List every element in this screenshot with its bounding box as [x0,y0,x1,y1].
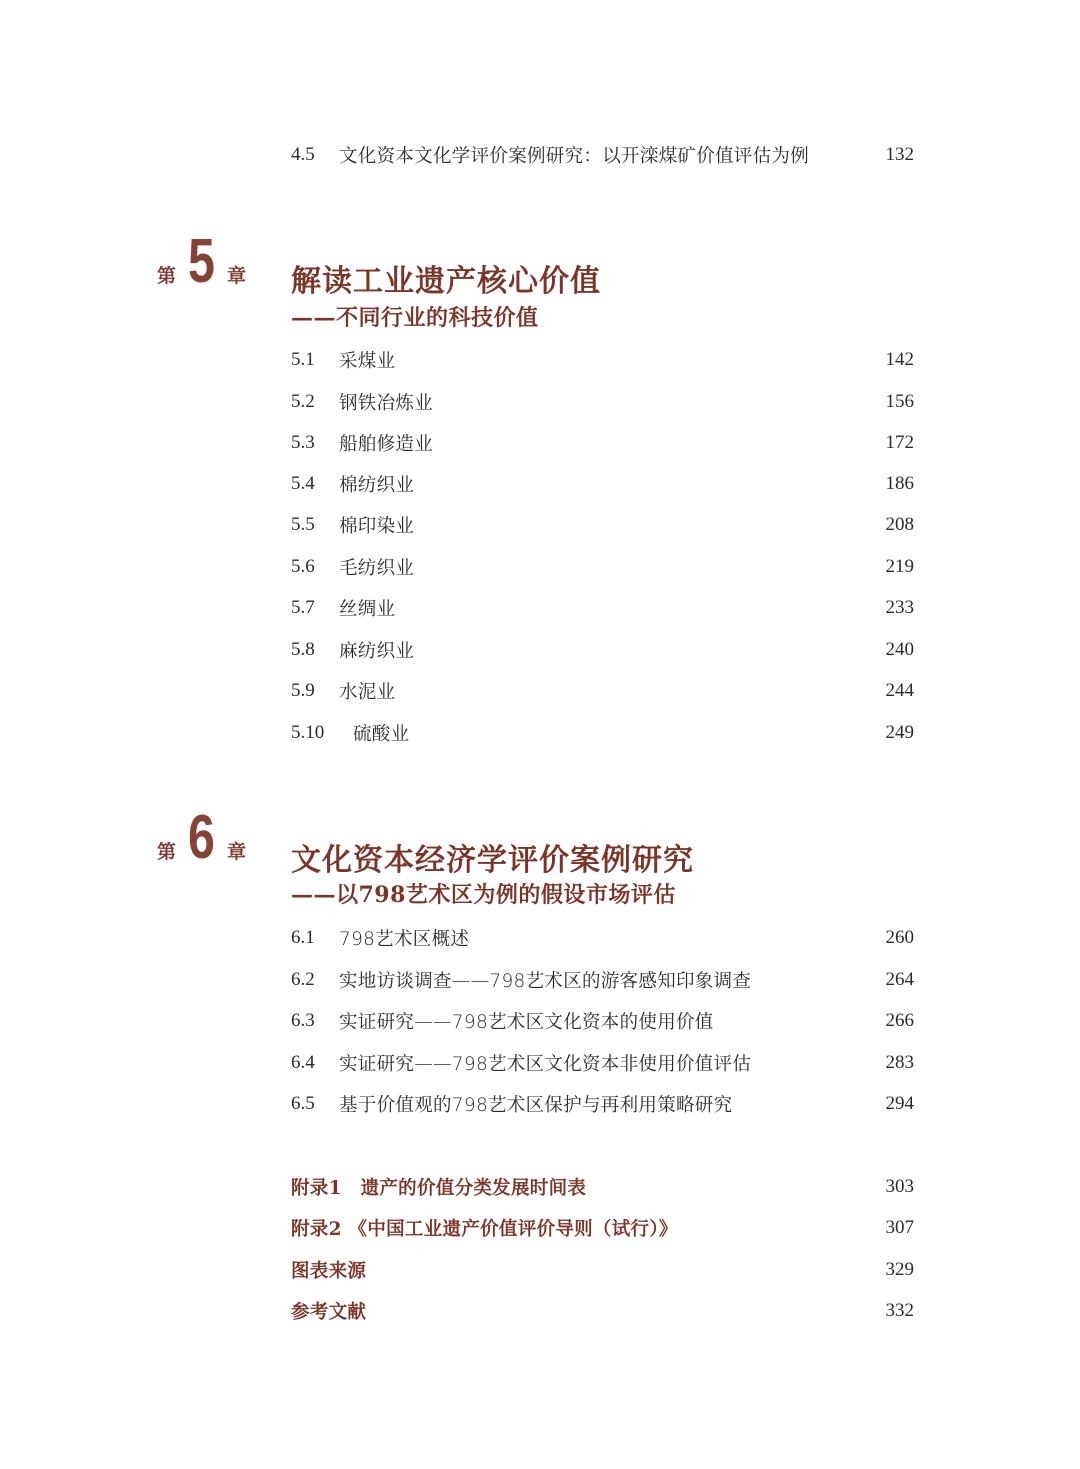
section-title: 钢铁冶炼业 [339,393,434,414]
chapter-6-subtitle: ——以798艺术区为例的假设市场评估 [291,882,676,908]
page-number: 233 [885,597,914,618]
toc-entry[interactable] [291,594,914,622]
page-number: 260 [885,927,914,948]
chapter-5-marker [155,227,250,296]
chapter-6-title[interactable]: 文化资本经济学评价案例研究 [291,843,694,878]
chapter-5-title[interactable]: 解读工业遗产核心价值 [291,264,601,299]
toc-entry-appendix-1[interactable] [291,1173,914,1201]
section-title: 文化资本文化学评价案例研究：以开滦煤矿价值评估为例 [339,146,810,167]
section-number: 6.3 [291,1010,315,1031]
toc-entry[interactable] [291,719,914,747]
section-number: 5.1 [291,349,315,370]
chapter-numeral: 5 [188,227,215,296]
chapter-5-subtitle: ——不同行业的科技价值 [291,305,539,331]
section-title: 实证研究——798艺术区文化资本的使用价值 [339,1012,714,1033]
section-title: 棉纺织业 [339,475,415,496]
toc-entry[interactable] [291,511,914,539]
appendix-title: 参考文献 [291,1302,367,1323]
page-number: 132 [885,144,914,165]
section-title: 水泥业 [339,682,396,703]
section-number: 6.2 [291,969,315,990]
toc-entry-figure-sources[interactable] [291,1256,914,1284]
page-number: 244 [885,680,914,701]
toc-entry[interactable] [291,388,914,416]
page-number: 240 [885,639,914,660]
section-number: 5.4 [291,473,315,494]
toc-entry-appendix-2[interactable] [291,1214,914,1242]
toc-entry[interactable] [291,677,914,705]
toc-entry[interactable] [291,1007,914,1035]
chapter-prefix: 第 [157,265,177,287]
appendix-title: 附录1 遗产的价值分类发展时间表 [291,1178,587,1199]
appendix-title: 图表来源 [291,1261,367,1282]
section-number: 5.5 [291,514,315,535]
page-number: 264 [885,969,914,990]
toc-entry-references[interactable] [291,1297,914,1325]
section-number: 5.2 [291,391,315,412]
section-number: 5.3 [291,432,315,453]
section-title: 实证研究——798艺术区文化资本非使用价值评估 [339,1054,752,1075]
page-number: 219 [885,556,914,577]
section-number: 5.8 [291,639,315,660]
chapter-suffix: 章 [226,265,246,287]
section-title: 麻纺织业 [339,641,415,662]
toc-entry[interactable] [291,1049,914,1077]
appendix-title: 附录2 《中国工业遗产价值评价导则（试行）》 [291,1219,678,1240]
section-number: 5.6 [291,556,315,577]
chapter-suffix: 章 [226,841,246,863]
page-number: 186 [885,473,914,494]
toc-entry[interactable] [291,553,914,581]
page-number: 249 [885,722,914,743]
page-number: 329 [885,1259,914,1280]
section-title: 船舶修造业 [339,434,434,455]
page-number: 208 [885,514,914,535]
toc-entry[interactable] [291,346,914,374]
section-title: 采煤业 [339,351,396,372]
chapter-numeral: 6 [188,803,215,872]
section-number: 6.5 [291,1093,315,1114]
toc-entry[interactable] [291,1090,914,1118]
page-number: 307 [885,1217,914,1238]
page-number: 283 [885,1052,914,1073]
page-number: 156 [885,391,914,412]
section-number: 6.1 [291,927,315,948]
section-title: 毛纺织业 [339,558,415,579]
section-title: 棉印染业 [339,516,415,537]
chapter-6-marker [155,803,250,872]
toc-entry[interactable] [291,924,914,952]
section-title: 硫酸业 [353,724,410,745]
toc-entry[interactable] [291,429,914,457]
section-number: 5.9 [291,680,315,701]
section-title: 实地访谈调查——798艺术区的游客感知印象调查 [339,971,752,992]
section-title: 基于价值观的798艺术区保护与再利用策略研究 [339,1095,733,1116]
section-number: 6.4 [291,1052,315,1073]
section-number: 4.5 [291,144,315,165]
section-number: 5.7 [291,597,315,618]
section-number: 5.10 [291,722,325,743]
page-number: 172 [885,432,914,453]
page-number: 266 [885,1010,914,1031]
page-number: 332 [885,1300,914,1321]
page-number: 142 [885,349,914,370]
section-title: 798艺术区概述 [339,929,470,950]
page-number: 294 [885,1093,914,1114]
page-number: 303 [885,1176,914,1197]
toc-entry[interactable] [291,966,914,994]
toc-entry[interactable] [291,470,914,498]
section-title: 丝绸业 [339,599,396,620]
toc-entry[interactable] [291,636,914,664]
toc-entry-4-5[interactable] [291,141,914,169]
chapter-prefix: 第 [157,841,177,863]
